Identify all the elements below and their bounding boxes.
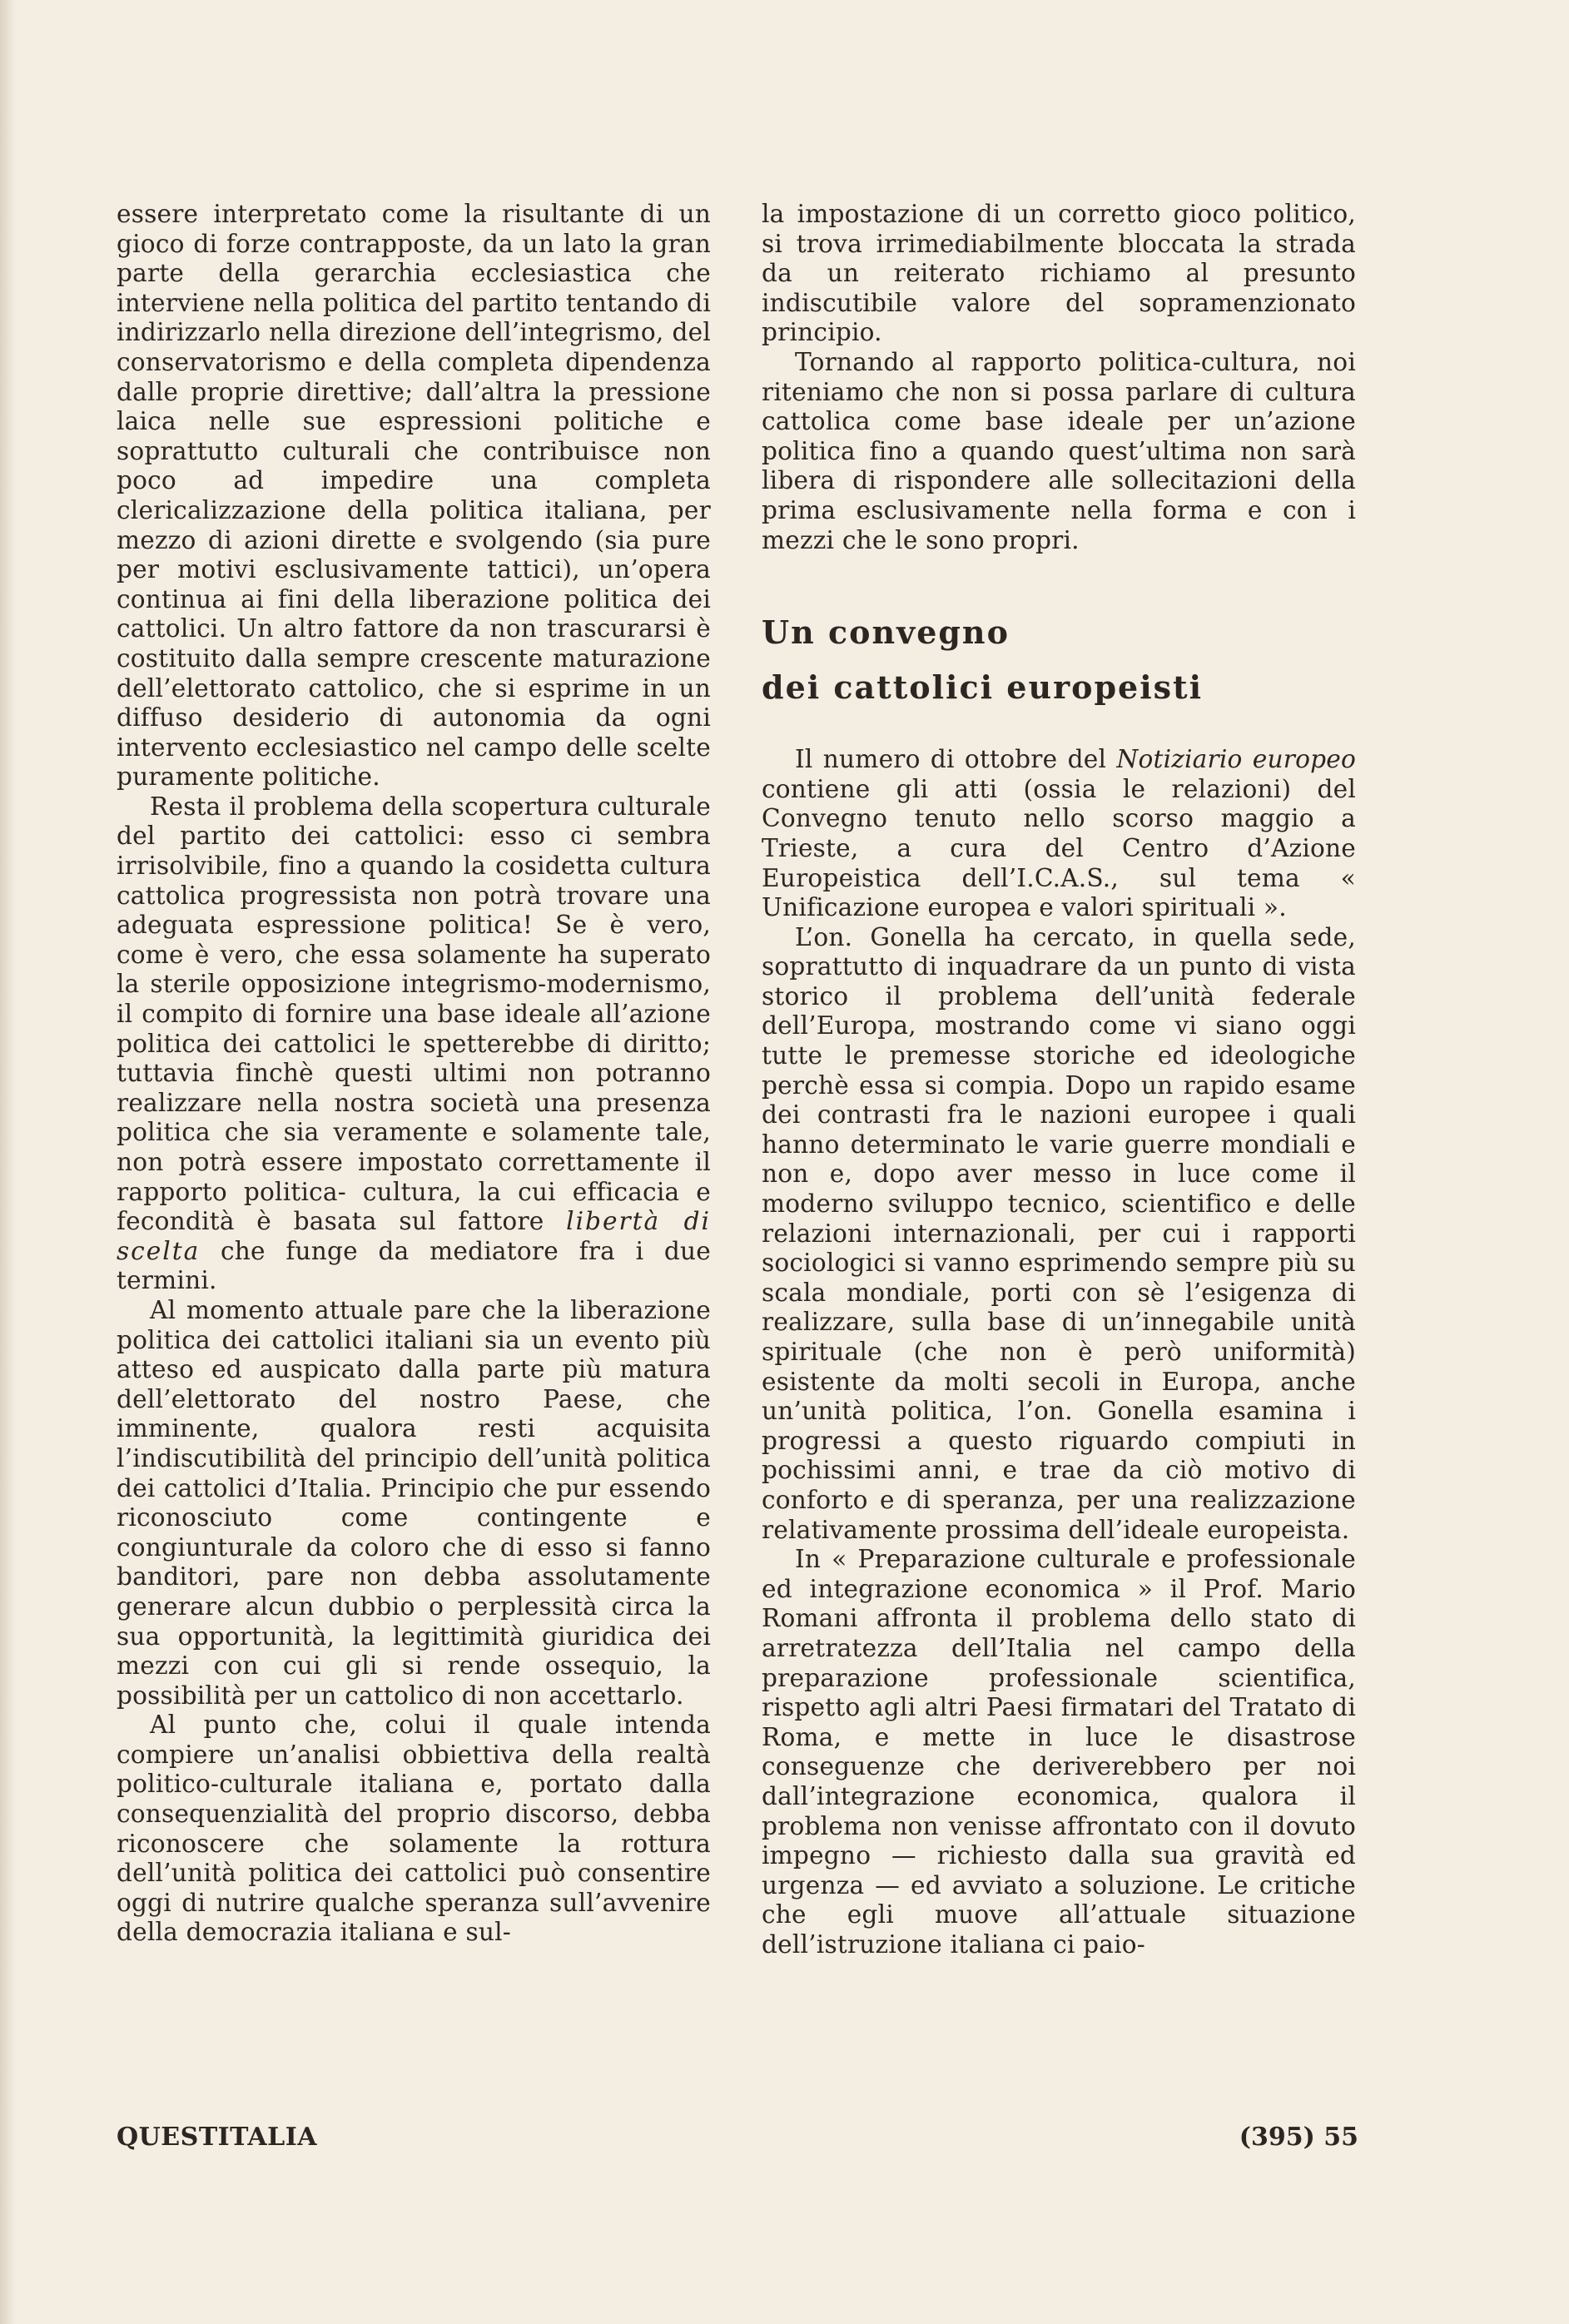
right-paragraph-3-emphasis: Notiziario europeo [1116,745,1357,774]
right-paragraph-2: Tornando al rapporto politica-cultura, noi riteniamo che non si possa parlare di cultura cattolica come base ideale per un’azione politica fino a quando quest’ultima non sarà libera di rispondere alle sollecitazioni della prima esclusivamente nella forma e con i mezzi che le sono propri. [762,347,1356,554]
left-paragraph-1: essere interpretato come la risultante di un gioco di forze contrapposte, da un lato la gran parte della gerarchia ecclesiastica che interviene nella politica del partito tentando di indirizzarlo nella direzione dell’integrismo, del conservatorismo e della completa dipendenza dalle proprie direttive; dall’altra la pressione laica nelle sue espressioni politiche e soprattutto culturali che contribuisce non poco ad impedire una completa clericalizzazione della politica italiana, per mezzo di azioni dirette e svolgendo (sia pure per motivi esclusivamente tattici), un’opera continua ai fini della liberazione politica dei cattolici. Un altro fattore da non trascurarsi è costituito dalla sempre crescente maturazione dell’elettorato cattolico, che si esprime in un diffuso desiderio di autonomia da ogni intervento ecclesiastico nel campo delle scelte puramente politiche. [117,200,711,792]
right-paragraph-3-text-b: contiene gli atti (ossia le relazioni) del Convegno tenuto nello scorso maggio a Trieste, a cura del Centro d’Azione Europeistica dell’I.C.A.S., sul tema « Unificazione europea e valori spirituali ». [762,774,1356,922]
right-paragraph-3 [762,745,1356,923]
right-paragraph-5: In « Preparazione culturale e professionale ed integrazione economica » il Prof. Mario Romani affronta il problema dello stato di arretratezza dell’Italia nel campo della preparazione professionale scientifica, rispetto agli altri Paesi firmatari del Tratato di Roma, e mette in luce le disastrose conseguenze che deriverebbero per noi dall’integrazione economica, qualora il problema non venisse affrontato con il dovuto impegno — richiesto dalla sua gravità ed urgenza — ed avviato a soluzione. Le critiche che egli muove all’attuale situazione dell’istruzione italiana ci paio- [762,1545,1356,1959]
journal-name: QUESTITALIA [117,2123,318,2152]
page-edge-shadow [0,0,15,2324]
right-paragraph-3-text-a: Il numero di ottobre del [795,745,1107,774]
left-paragraph-2-text-a: Resta il problema della scopertura culturale del partito dei cattolici: esso ci sembra irrisolvibile, fino a quando la cosidetta cultura cattolica progressista non potrà trovare una adeguata espressione politica! Se è vero, come è vero, che essa solamente ha superato la sterile opposizione integrismo-modernismo, il compito di fornire una base ideale all’azione politica dei cattolici le spetterebbe di diritto; tuttavia finchè questi ultimi non potranno realizzare nella nostra società una presenza politica che sia veramente e solamente tale, non potrà essere impostato correttamente il rapporto politica- cultura, la cui efficacia e fecondità è basata sul fattore [117,792,711,1236]
left-paragraph-2-emphasis: libertà di scelta [117,1207,712,1265]
left-column [117,200,711,1948]
page-number: (395) 55 [1239,2123,1358,2152]
left-paragraph-3: Al momento attuale pare che la liberazione politica dei cattolici italiani sia un evento più atteso ed auspicato dalla parte più matura dell’elettorato del nostro Paese, che imminente, qualora resti acquisita l’indiscutibilità del principio dell’unità politica dei cattolici d’Italia. Principio che pur essendo riconosciuto come contingente e congiunturale da coloro che di esso si fanno banditori, pare non debba assolutamente generare alcun dubbio o perplessità circa la sua opportunità, la legittimità giuridica dei mezzi con cui gli si rende ossequio, la possibilità per un cattolico di non accettarlo. [117,1295,711,1710]
section-heading-line-2: dei cattolici europeisti [762,668,1204,707]
right-paragraph-1: la impostazione di un corretto gioco politico, si trova irrimediabilmente bloccata la strada da un reiterato richiamo al presunto indiscutibile valore del sopramenzionato principio. [762,200,1356,347]
right-column [762,200,1356,1959]
section-heading-line-1: Un convegno [762,613,1010,652]
right-paragraph-4: L’on. Gonella ha cercato, in quella sede, soprattutto di inquadrare da un punto di vista storico il problema dell’unità federale dell’Europa, mostrando come vi siano oggi tutte le premesse storiche ed ideologiche perchè essa si compia. Dopo un rapido esame dei contrasti fra le nazioni europee i quali hanno determinato le varie guerre mondiali e non e, dopo aver messo in luce come il moderno sviluppo tecnico, scientifico e delle relazioni internazionali, per cui i rapporti sociologici si vanno esprimendo sempre più su scala mondiale, porti con sè l’esigenza di realizzare, sulla base di un’innegabile unità spirituale (che non è però uniformità) esistente da molti secoli in Europa, anche un’unità politica, l’on. Gonella esamina i progressi a questo riguardo compiuti in pochissimi anni, e trae da ciò motivo di conforto e di speranza, per una realizzazione relativamente prossima dell’ideale europeista. [762,922,1356,1544]
section-heading [762,605,1356,715]
left-paragraph-2 [117,792,711,1296]
left-paragraph-2-text-b: che funge da mediatore fra i due termini. [117,1236,711,1295]
left-paragraph-4: Al punto che, colui il quale intenda compiere un’analisi obbiettiva della realtà politico-culturale italiana e, portato dalla consequenzialità del proprio discorso, debba riconoscere che solamente la rottura dell’unità politica dei cattolici può consentire oggi di nutrire qualche speranza sull’avvenire della democrazia italiana e sul- [117,1711,711,1947]
